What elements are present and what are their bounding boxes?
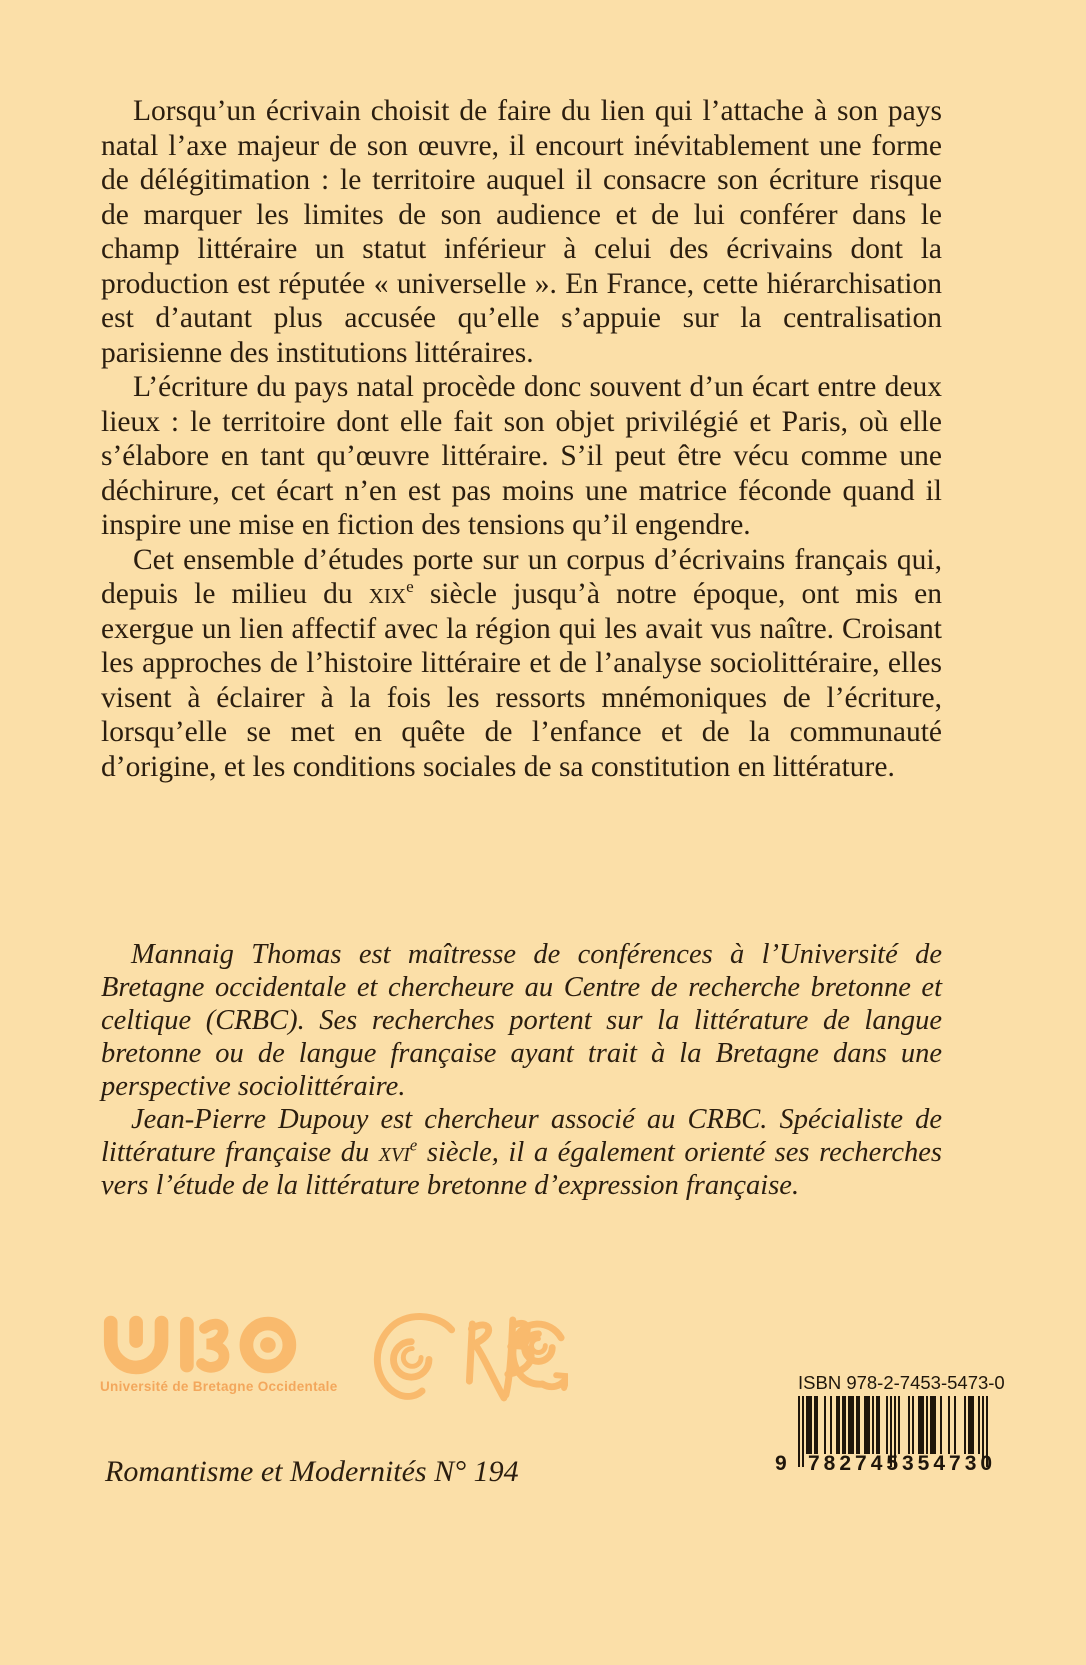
bio-mannaig-thomas: Mannaig Thomas est maîtresse de conférences à l’Université de Bretagne occidentale et chercheure au Centre de recherche bretonne et celtique (CRBC). Ses recherches portent sur la littérature de langue bretonne ou de langue française ayant trait à la Bretagne dans une perspective sociolittéraire. <box>101 939 942 1102</box>
synopsis-paragraph-3 <box>101 543 942 785</box>
synopsis-paragraph-3-text: Cet ensemble d’études porte sur un corpus d’écrivains français qui, depuis le milieu du <box>101 543 942 610</box>
ubo-logo <box>100 1314 338 1394</box>
synopsis-paragraph-3-text-cont: siècle jusqu’à notre époque, ont mis en exergue un lien affectif avec la région qui les avait vus naître. Croisant les approches de l’histoire littéraire et de l’analyse sociolittéraire, elles visent à éclairer à la fois les ressorts mnémoniques de l’écriture, lorsqu’elle se met en quête de l’enfance et de la communauté d’origine, et les conditions sociales de sa constitution en littérature. <box>101 578 942 783</box>
ubo-logo-icon <box>100 1314 305 1376</box>
ubo-logo-subtitle: Université de Bretagne Occidentale <box>100 1379 338 1394</box>
series-title: Romantisme et Modernités N° 194 <box>105 1455 519 1488</box>
synopsis-paragraph-2: L’écriture du pays natal procède donc souvent d’un écart entre deux lieux : le territoire dont elle fait son objet privilégié et Paris, où elle s’élabore en tant qu’œuvre littéraire. S’il peut être vécu comme une déchirure, cet écart n’en est pas moins une matrice féconde quand il inspire une mise en fiction des tensions qu’il engendre. <box>101 371 942 541</box>
barcode-digit-group1: 782745 <box>808 1452 903 1475</box>
synopsis-paragraph-1: Lorsqu’un écrivain choisit de faire du lien qui l’attache à son pays natal l’axe majeur de son œuvre, il encourt inévitablement une forme de délégitimation : le territoire auquel il consacre son écriture risque de marquer les limites de son audience et de lui conférer dans le champ littéraire un statut inférieur à celui des écrivains dont la production est réputée « universelle ». En France, cette hiérarchisation est d’autant plus accusée qu’elle s’appuie sur la centralisation parisienne des institutions littéraires. <box>101 95 942 369</box>
barcode-digit-first: 9 <box>775 1452 787 1475</box>
century-numeral-xix: xix <box>368 578 407 610</box>
century-numeral-xvi: xvi <box>378 1137 410 1168</box>
bio-2-text-cont: siècle, il a également orienté ses recherches vers l’étude de la littérature bretonne d’expression française. <box>101 1137 942 1201</box>
author-bios-block <box>101 938 942 1202</box>
crbc-logo <box>356 1302 568 1411</box>
isbn-label: ISBN 978-2-7453-5473-0 <box>798 1372 1005 1393</box>
barcode <box>775 1396 997 1496</box>
century-ordinal-sup: e <box>406 577 414 597</box>
crbc-logo-icon <box>356 1302 568 1406</box>
bio-jean-pierre-dupouy <box>101 1103 942 1202</box>
synopsis-block <box>101 94 942 784</box>
isbn-block <box>775 1372 1005 1496</box>
barcode-digit-group2: 354730 <box>902 1452 997 1475</box>
century-ordinal-sup-2: e <box>409 1135 418 1155</box>
bio-2-text: Jean-Pierre Dupouy est chercheur associé au CRBC. Spécialiste de littérature française du <box>101 1104 942 1168</box>
